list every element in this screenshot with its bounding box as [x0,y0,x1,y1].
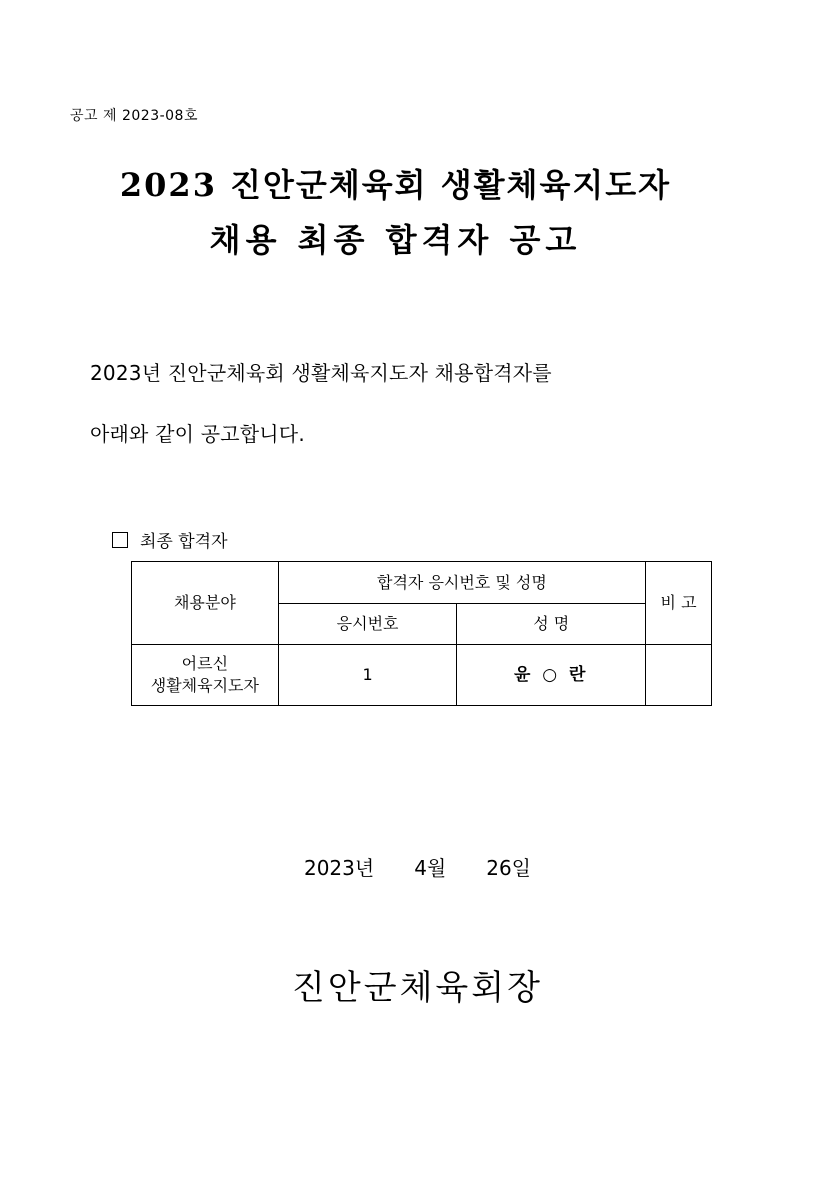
cell-field-line1: 어르신 [181,654,229,673]
cell-name: 윤 ○ 란 [457,645,646,706]
page-title-line1: 2023 진안군체육회 생활체육지도자 [119,166,672,204]
checkbox-icon [112,532,128,548]
date-month: 4월 [414,856,447,880]
page-title-line2: 채용 최종 합격자 공고 [209,221,582,259]
date-year: 2023년 [303,856,375,880]
body-text-line2: 아래와 같이 공고합니다. [90,422,305,446]
header-remarks: 비 고 [646,562,712,645]
header-field: 채용분야 [132,562,279,645]
header-group: 합격자 응시번호 및 성명 [278,562,645,604]
header-name: 성 명 [457,604,646,645]
date-day: 26일 [486,856,532,880]
cell-remarks [646,645,712,706]
section-heading [112,527,228,552]
signer: 진안군체육회장 [292,968,543,1008]
cell-number: 1 [278,645,457,706]
announcement-date [0,852,835,881]
result-table [131,561,712,706]
header-number: 응시번호 [278,604,457,645]
notice-number: 공고 제 2023-08호 [70,108,198,124]
section-heading-label: 최종 합격자 [140,532,228,552]
cell-field-line2: 생활체육지도자 [150,676,259,695]
body-text-line1: 2023년 진안군체육회 생활체육지도자 채용합격자를 [90,361,552,385]
table-row [132,645,712,706]
cell-field [132,645,279,706]
table-header-row [132,562,712,604]
